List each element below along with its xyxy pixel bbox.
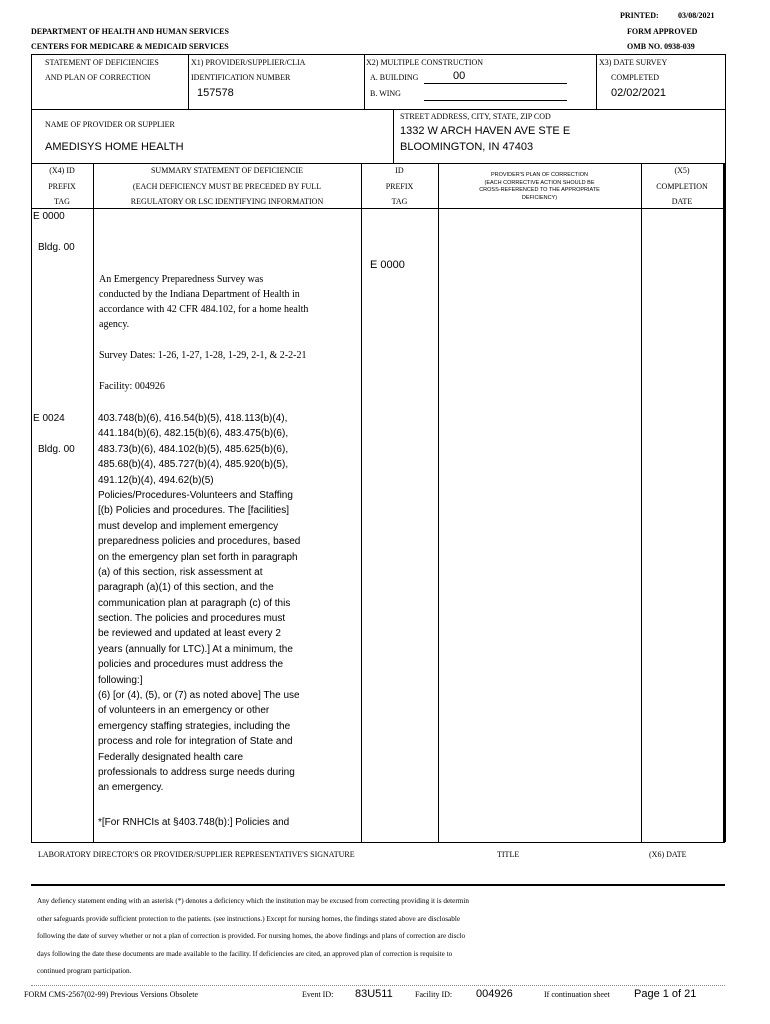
survey-dates: Survey Dates: 1-26, 1-27, 1-28, 1-29, 2-1, & 2-2-21 — [99, 350, 307, 361]
printed-date: 03/08/2021 — [678, 11, 715, 20]
reg-line: (a) of this section, risk assessment at — [98, 566, 263, 578]
intro-line: An Emergency Preparedness Survey was — [99, 274, 264, 285]
column-header-bottom — [31, 208, 725, 209]
reg-line: 491.12(b)(4), 494.62(b)(5) — [98, 474, 214, 486]
disclaimer-line: days following the date these documents are made available to the facility. If deficiencies are cited, an approved plan of correction is requisite to — [37, 949, 453, 958]
e0024-bldg: Bldg. 00 — [38, 444, 75, 455]
reg-line: emergency staffing strategies, including the — [98, 720, 291, 732]
x5-header-1: (X5) — [674, 166, 690, 175]
provider-name: AMEDISYS HOME HEALTH — [45, 141, 184, 153]
reg-line: Policies/Procedures-Volunteers and Staffing — [98, 489, 293, 501]
x1-divider — [188, 54, 189, 109]
x3-divider — [596, 54, 597, 109]
wing-underline — [424, 100, 567, 101]
statement-label-2: AND PLAN OF CORRECTION — [45, 73, 151, 82]
reg-line: 485.68(b)(4), 485.727(b)(4), 485.920(b)(5), — [98, 459, 289, 471]
signature-rule — [31, 884, 725, 886]
reg-line: paragraph (a)(1) of this section, and the — [98, 582, 274, 594]
e0024-tag: E 0024 — [33, 413, 65, 424]
x5-header-2: COMPLETION — [656, 182, 708, 191]
reg-line: policies and procedures must address the — [98, 659, 284, 671]
x2-divider — [364, 54, 365, 109]
intro-line: conducted by the Indiana Department of Health in — [99, 289, 300, 300]
x6-date-label: (X6) DATE — [649, 850, 687, 859]
reg-line: (6) [or (4), (5), or (7) as noted above] The use — [98, 690, 300, 702]
building-underline — [424, 83, 567, 84]
address-label: STREET ADDRESS, CITY, STATE, ZIP COD — [400, 112, 551, 121]
facility-line: Facility: 004926 — [99, 381, 165, 392]
event-id: 83U511 — [355, 988, 393, 1000]
reg-line: on the emergency plan set forth in paragraph — [98, 551, 298, 563]
reg-line: 483.73(b)(6), 484.102(b)(5), 485.625(b)(6), — [98, 443, 289, 455]
e0000-bldg: Bldg. 00 — [38, 242, 75, 253]
form-approved: FORM APPROVED — [627, 27, 698, 36]
page-number: Page 1 of 21 — [634, 988, 697, 1000]
x1-label-2: IDENTIFICATION NUMBER — [191, 73, 291, 82]
rnhci-line: *[For RNHCIs at §403.748(b):] Policies and — [98, 817, 290, 828]
name-row-bottom — [31, 163, 725, 164]
reg-line: 441.184(b)(6), 482.15(b)(6), 483.475(b)(6), — [98, 428, 289, 440]
x1-label-1: X1) PROVIDER/SUPPLIER/CLIA — [191, 58, 306, 67]
centers-heading: CENTERS FOR MEDICARE & MEDICAID SERVICES — [31, 42, 229, 51]
x3-label-2: COMPLETED — [611, 73, 659, 82]
survey-date-value: 02/02/2021 — [611, 87, 667, 99]
facility-id-label: Facility ID: — [415, 990, 453, 999]
id-header-1: ID — [395, 166, 404, 175]
id-header-3: TAG — [391, 197, 408, 206]
col-x4-right — [93, 163, 94, 842]
intro-paragraph — [99, 272, 308, 332]
table-bottom — [31, 842, 725, 843]
summary-header-3: REGULATORY OR LSC IDENTIFYING INFORMATION — [130, 197, 324, 206]
disclaimer-line: continued program participation. — [37, 967, 132, 975]
col-plan-right — [641, 163, 642, 842]
top-box-divider — [31, 109, 725, 110]
reg-line: [(b) Policies and procedures. The [facilities] — [98, 505, 290, 517]
right-border — [725, 54, 726, 842]
intro-line: agency. — [99, 319, 130, 330]
reg-line: process and role for integration of State and — [98, 736, 293, 748]
col-id-right — [438, 163, 439, 842]
reg-line: years (annually for LTC).] At a minimum, the — [98, 643, 293, 655]
reg-line: section. The policies and procedures must — [98, 613, 286, 625]
address-divider — [393, 109, 394, 163]
reg-line: communication plan at paragraph (c) of this — [98, 597, 291, 609]
facility-id: 004926 — [476, 988, 513, 1000]
x5-header-3: DATE — [671, 197, 693, 206]
disclaimer-line: following the date of survey whether or not a plan of correction is provided. For nursing homes, the above findings and plans of correction are disclo — [37, 932, 466, 940]
col-summary-right — [361, 163, 362, 842]
disclaimer-line: other safeguards provide sufficient protection to the patients. (see instructions.) Except for nursing homes, the findings stated above are disclosable — [37, 914, 461, 923]
x2-label: X2) MULTIPLE CONSTRUCTION — [366, 58, 484, 67]
building-value: 00 — [453, 70, 466, 82]
address-line-2: BLOOMINGTON, IN 47403 — [400, 141, 534, 153]
provider-id-value: 157578 — [197, 87, 234, 99]
building-label: A. BUILDING — [370, 73, 419, 82]
statement-label-1: STATEMENT OF DEFICIENCIES — [45, 58, 159, 67]
footer-rule — [31, 985, 725, 986]
continuation-label: If continuation sheet — [544, 990, 610, 999]
address-line-1: 1332 W ARCH HAVEN AVE STE E — [400, 125, 571, 137]
provider-name-label: NAME OF PROVIDER OR SUPPLIER — [45, 120, 175, 129]
reg-line: preparedness policies and procedures, based — [98, 536, 301, 548]
x4-header-1: (X4) ID — [49, 166, 75, 175]
summary-header-2: (EACH DEFICIENCY MUST BE PRECEDED BY FULL — [132, 182, 322, 191]
disclaimer — [37, 893, 469, 981]
reg-line: following:] — [98, 674, 143, 686]
reg-line: must develop and implement emergency — [98, 520, 279, 532]
e0000-right-tag: E 0000 — [370, 259, 405, 271]
top-box-border — [31, 54, 725, 55]
x4-header-2: PREFIX — [48, 182, 76, 191]
intro-line: accordance with 42 CFR 484.102, for a home health — [99, 304, 309, 315]
regulation-text — [98, 411, 300, 796]
printed-label: PRINTED: — [620, 11, 659, 20]
disclaimer-line: Any defiency statement ending with an asterisk (*) denotes a deficiency which the institution may be excused from correcting providing it is determin — [37, 897, 469, 905]
x4-header-3: TAG — [54, 197, 70, 206]
plan-header-3: CROSS-REFERENCED TO THE APPROPRIATE — [479, 187, 600, 193]
form-number: FORM CMS-2567(02-99) Previous Versions Obsolete — [24, 990, 199, 999]
plan-header-4: DEFICIENCY) — [521, 195, 558, 201]
reg-line: of volunteers in an emergency or other — [98, 705, 270, 717]
reg-line: professionals to address surge needs during — [98, 766, 295, 778]
department-heading: DEPARTMENT OF HEALTH AND HUMAN SERVICES — [31, 27, 229, 36]
x3-label-1: X3) DATE SURVEY — [599, 58, 668, 67]
lab-director-signature-label: LABORATORY DIRECTOR'S OR PROVIDER/SUPPLIER REPRESENTATIVE'S SIGNATURE — [38, 850, 355, 859]
omb-number: OMB NO. 0938-039 — [627, 42, 695, 51]
plan-header-2: (EACH CORRECTIVE ACTION SHOULD BE — [484, 180, 595, 186]
col-x5-right — [723, 163, 725, 842]
title-label: TITLE — [497, 850, 520, 859]
id-header-2: PREFIX — [385, 182, 414, 191]
reg-line: 403.748(b)(6), 416.54(b)(5), 418.113(b)(4), — [98, 413, 288, 424]
event-id-label: Event ID: — [302, 990, 334, 999]
reg-line: be reviewed and updated at least every 2 — [98, 628, 281, 640]
summary-header-1: SUMMARY STATEMENT OF DEFICIENCIE — [150, 166, 304, 175]
plan-header-1: PROVIDER'S PLAN OF CORRECTION — [490, 172, 588, 178]
reg-line: an emergency. — [98, 782, 164, 794]
e0000-tag: E 0000 — [33, 211, 65, 222]
reg-line: Federally designated health care — [98, 751, 244, 763]
wing-label: B. WING — [370, 89, 401, 98]
